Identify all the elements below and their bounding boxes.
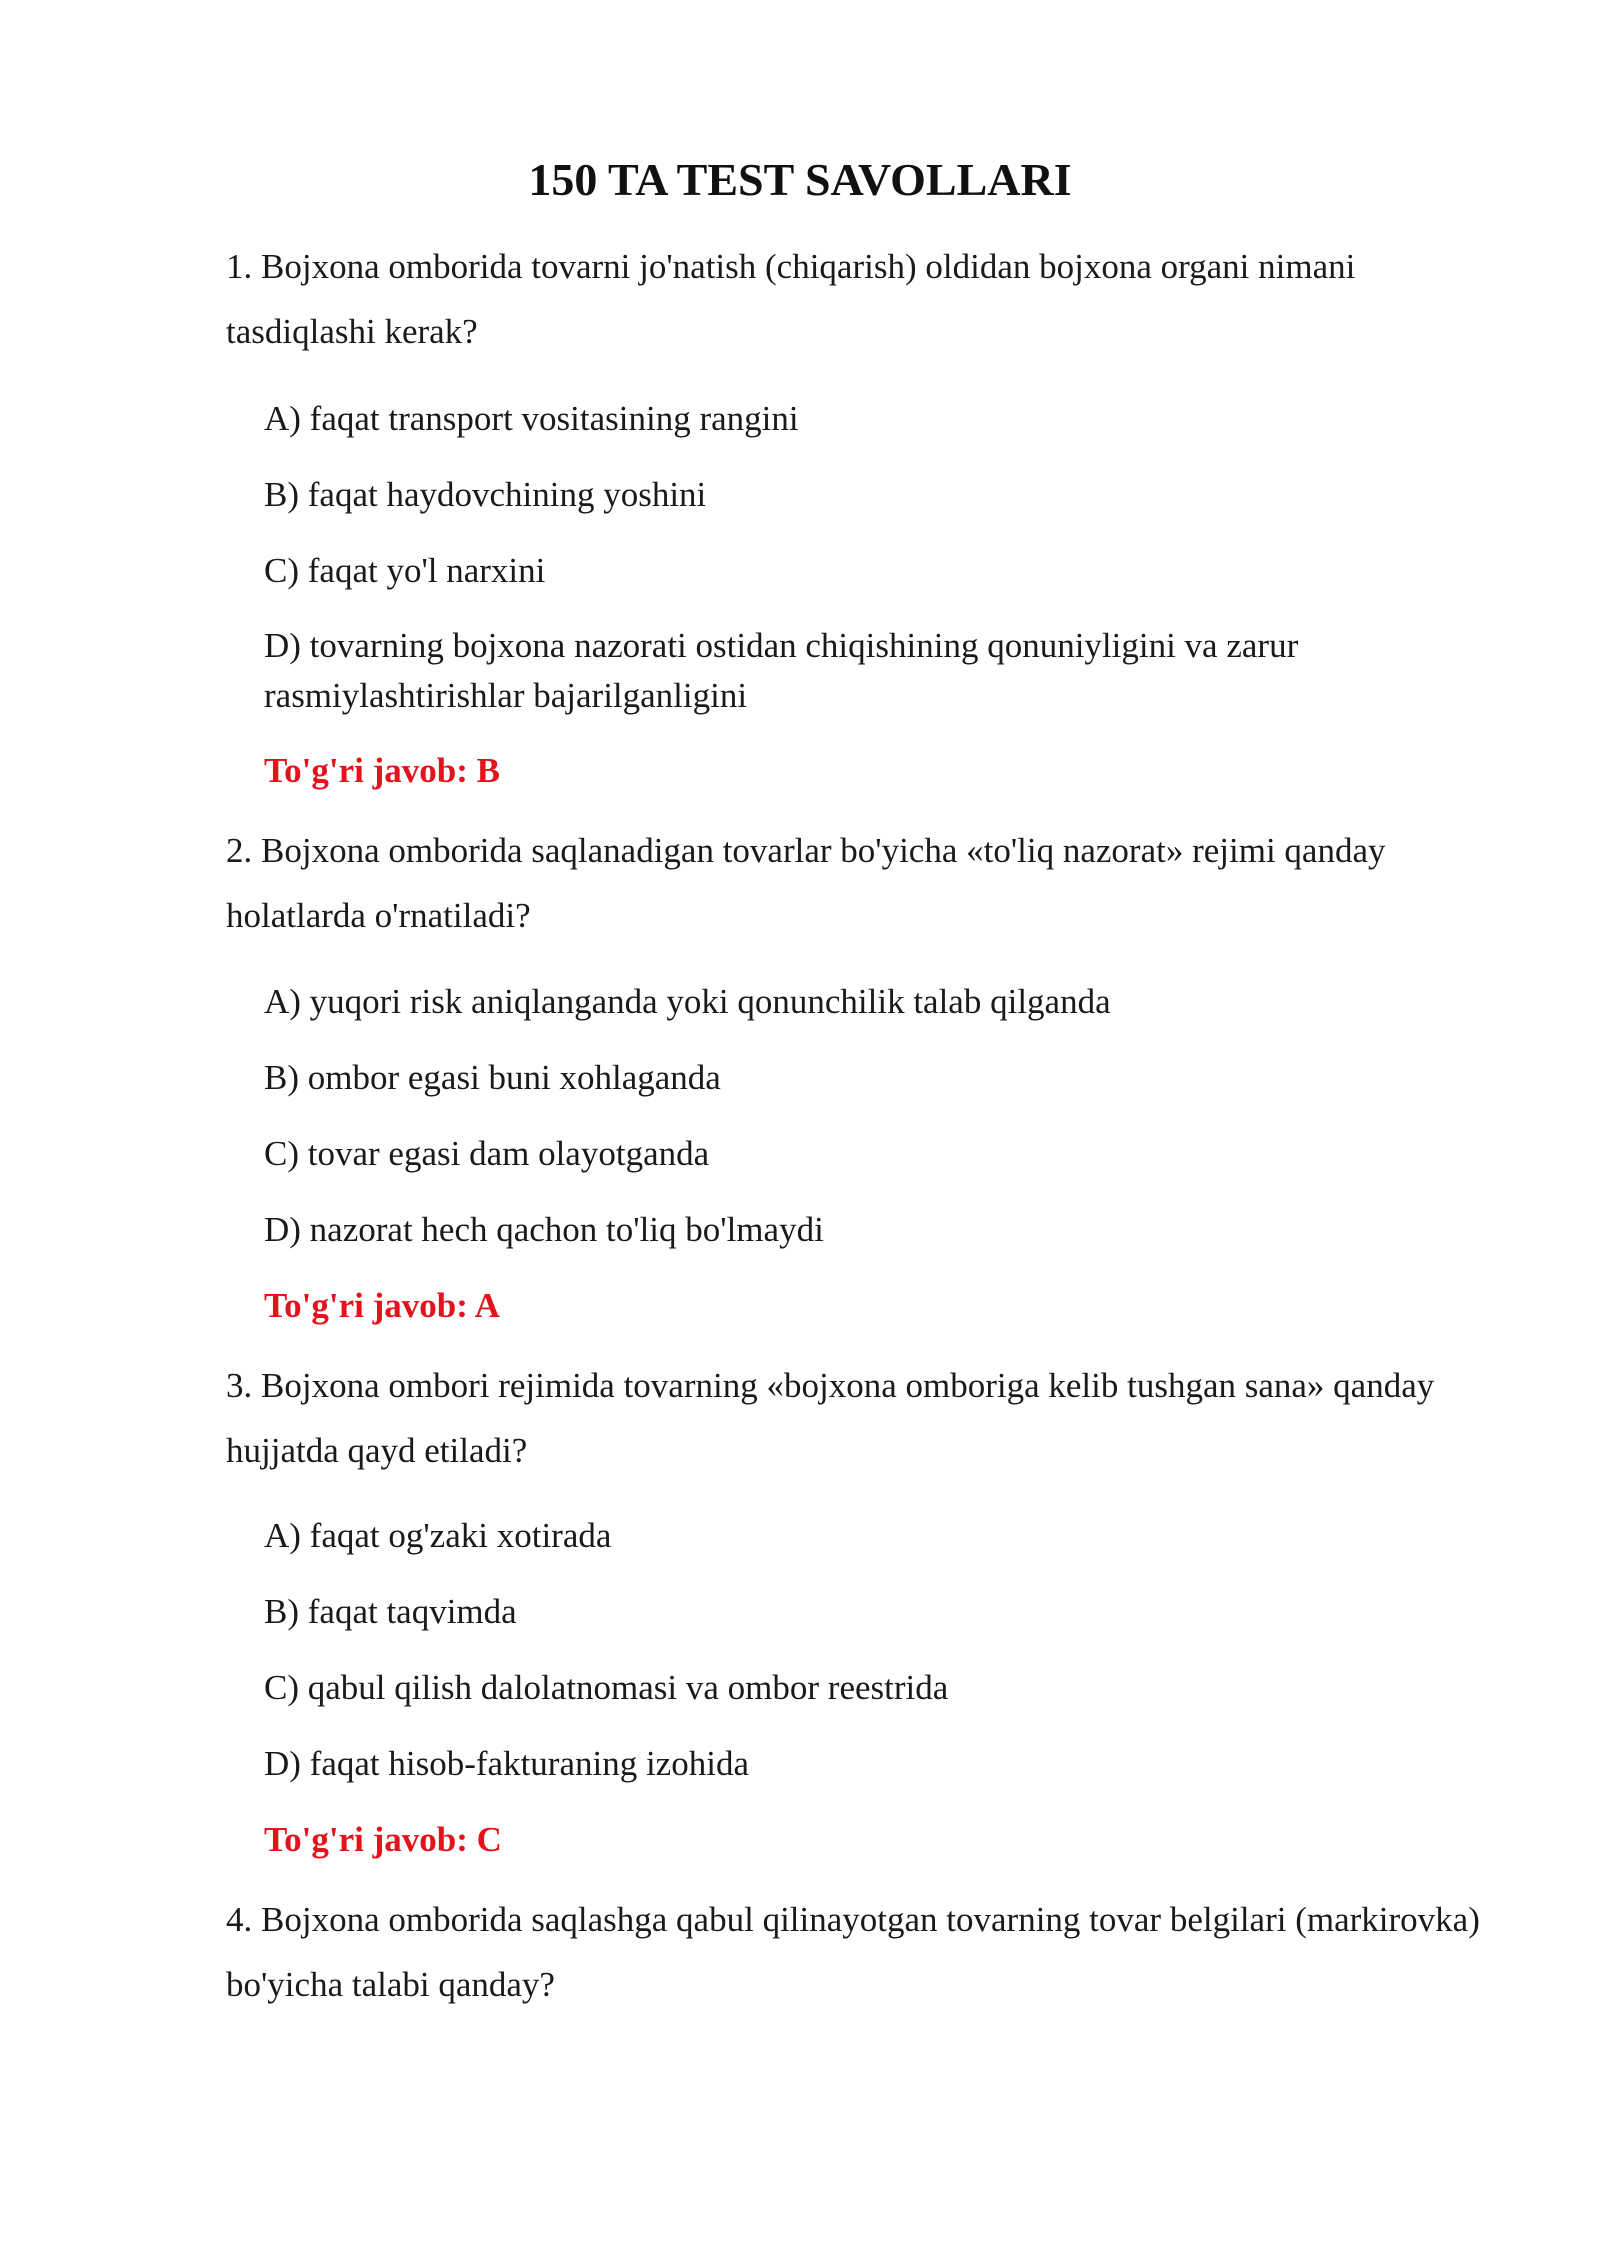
question-3-option-b: B) faqat taqvimda (264, 1592, 517, 1631)
question-1-text: 1. Bojxona omborida tovarni jo'natish (chiqarish) oldidan bojxona organi nimani tasdiqlashi kerak? (226, 247, 1356, 351)
question-3-option-a: A) faqat og'zaki xotirada (264, 1516, 612, 1555)
question-2-option-d: D) nazorat hech qachon to'liq bo'lmaydi (264, 1210, 824, 1249)
question-3-option-d: D) faqat hisob-fakturaning izohida (264, 1744, 749, 1783)
question-3-option-c: C) qabul qilish dalolatnomasi va ombor reestrida (264, 1668, 949, 1707)
question-2-text: 2. Bojxona omborida saqlanadigan tovarlar bo'yicha «to'liq nazorat» rejimi qanday holatlarda o'rnatiladi? (226, 831, 1386, 935)
question-1-option-b: B) faqat haydovchining yoshini (264, 475, 707, 514)
question-2-option-a: A) yuqori risk aniqlanganda yoki qonunchilik talab qilganda (264, 982, 1111, 1021)
question-1-option-a: A) faqat transport vositasining rangini (264, 399, 799, 438)
question-1-option-c: C) faqat yo'l narxini (264, 551, 546, 590)
question-2-answer: To'g'ri javob: A (264, 1286, 500, 1325)
question-1-answer: To'g'ri javob: B (264, 751, 500, 790)
question-2-option-c: C) tovar egasi dam olayotganda (264, 1134, 710, 1173)
question-1-option-d: D) tovarning bojxona nazorati ostidan chiqishining qonuniyligini va zarur rasmiylashtirishlar bajarilganligini (264, 626, 1299, 715)
question-3-text: 3. Bojxona ombori rejimida tovarning «bojxona omboriga kelib tushgan sana» qanday hujjatda qayd etiladi? (226, 1366, 1435, 1470)
question-2-option-b: B) ombor egasi buni xohlaganda (264, 1058, 721, 1097)
question-3-answer: To'g'ri javob: C (264, 1820, 502, 1859)
question-4-text: 4. Bojxona omborida saqlashga qabul qilinayotgan tovarning tovar belgilari (markirovka) bo'yicha talabi qanday? (226, 1900, 1480, 2004)
document-title: 150 TA TEST SAVOLLARI (528, 154, 1072, 205)
